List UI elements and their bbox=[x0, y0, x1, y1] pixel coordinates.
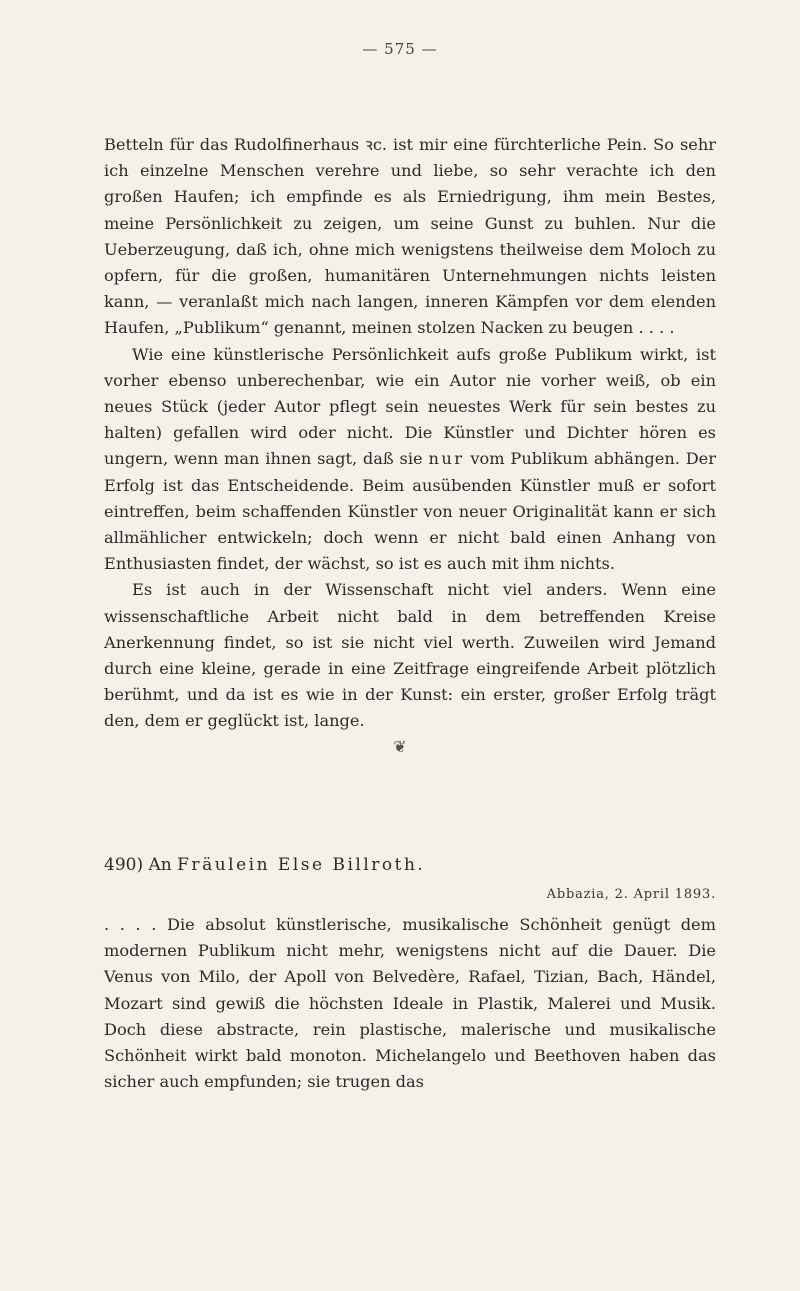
letter-salutation: An bbox=[148, 855, 172, 875]
page-number: — 575 — bbox=[362, 40, 438, 58]
letter-place-date: Abbazia, 2. April 1893. bbox=[546, 887, 716, 902]
letter-number: 490) bbox=[104, 855, 144, 875]
letter-paragraph-1: . . . . Die absolut künstlerische, musikalische Schönheit genügt dem modernen Publikum nicht mehr, wenigstens nicht auf die Dauer. Die Venus von Milo, der Apoll von Belvedère, Rafael, Tizian, Bach, Händel, Mozart sind gewiß die höchsten Ideale in Plastik, Malerei und Musik. Doch diese abstracte, rein plastische, malerische und musikalische Schönheit wirkt bald monoton. Michelangelo und Beethoven haben das sicher auch empfunden; sie trugen das bbox=[104, 915, 716, 1092]
letter-heading bbox=[104, 855, 716, 875]
paragraph-2: Wie eine künstlerische Persönlichkeit aufs große Publikum wirkt, ist vorher ebenso unberechenbar, wie ein Autor nie vorher weiß, ob ein neues Stück (jeder Autor pflegt sein neuestes Werk für sein bestes zu halten) gefallen wird oder nicht. Die Künstler und Dichter hören es ungern, wenn man ihnen sagt, daß sie nur vom Publikum abhängen. Der Erfolg ist das Entscheidende. Beim ausübenden Künstler muß er sofort eintreffen, beim schaffenden Künstler von neuer Originalität kann er sich allmählicher entwickeln; doch wenn er nicht bald einen Anhang von Enthusiasten findet, der wächst, so ist es auch mit ihm nichts. bbox=[104, 344, 717, 574]
paragraph-3: Es ist auch in der Wissenschaft nicht viel anders. Wenn eine wissenschaftliche Arbeit nicht bald in dem betreffenden Kreise Anerkennung findet, so ist sie nicht viel werth. Zuweilen wird Jemand durch eine kleine, gerade in eine Zeitfrage eingreifende Arbeit plötzlich berühmt, und da ist es wie in der Kunst: ein erster, großer Erfolg trägt den, dem er geglückt ist, lange. bbox=[104, 580, 716, 731]
emphasized-word: nur bbox=[428, 449, 465, 469]
section-ornament: ❦ bbox=[393, 737, 407, 756]
paragraph-1: Betteln für das Rudolfinerhaus ꝛc. ist mir eine fürchterliche Pein. So sehr ich einzelne Menschen verehre und liebe, so sehr verachte ich den großen Haufen; ich empfinde es als Erniedrigung, ihm mein Bestes, meine Persönlichkeit zu zeigen, um seine Gunst zu buhlen. Nur die Ueberzeugung, daß ich, ohne mich wenigstens theilweise dem Moloch zu opfern, für die großen, humanitären Unternehmungen nichts leisten kann, — veranlaßt mich nach langen, inneren Kämpfen vor dem elenden Haufen, „Publikum“ genannt, meinen stolzen Nacken zu beugen . . . . bbox=[104, 135, 716, 338]
letter-text bbox=[104, 912, 716, 1095]
main-text bbox=[104, 132, 716, 735]
letter-recipient: Fräulein Else Billroth. bbox=[177, 855, 426, 875]
